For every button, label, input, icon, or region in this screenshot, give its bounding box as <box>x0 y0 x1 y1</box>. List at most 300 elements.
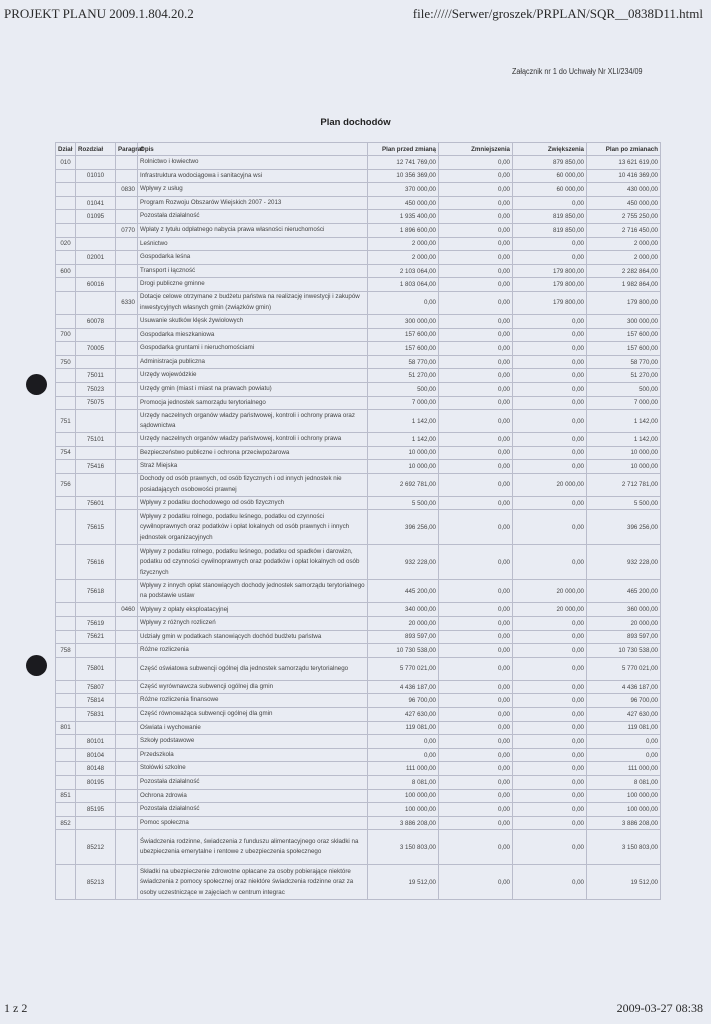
cell-zmniejszenia: 0,00 <box>439 708 513 722</box>
cell-opis: Urzędy gmin (miast i miast na prawach powiatu) <box>138 382 368 396</box>
table-row <box>56 816 661 830</box>
cell-zwiekszenia: 179 800,00 <box>513 278 587 292</box>
cell-plan-przed: 10 730 538,00 <box>368 644 439 658</box>
cell-zmniejszenia: 0,00 <box>439 803 513 817</box>
table-row <box>56 196 661 210</box>
table-row <box>56 510 661 545</box>
cell-paragraf <box>116 251 138 265</box>
cell-opis: Różne rozliczenia finansowe <box>138 694 368 708</box>
cell-zwiekszenia: 0,00 <box>513 735 587 749</box>
cell-zwiekszenia: 0,00 <box>513 748 587 762</box>
cell-zmniejszenia: 0,00 <box>439 314 513 328</box>
cell-plan-po: 396 256,00 <box>587 510 661 545</box>
cell-zmniejszenia: 0,00 <box>439 223 513 237</box>
cell-dzial <box>56 496 76 510</box>
cell-plan-przed: 5 500,00 <box>368 496 439 510</box>
cell-zmniejszenia: 0,00 <box>439 603 513 617</box>
cell-zmniejszenia: 0,00 <box>439 680 513 694</box>
cell-plan-przed: 10 356 369,00 <box>368 169 439 183</box>
cell-dzial <box>56 196 76 210</box>
cell-zwiekszenia: 0,00 <box>513 237 587 251</box>
cell-opis: Część równoważąca subwencji ogólnej dla gmin <box>138 708 368 722</box>
cell-paragraf <box>116 694 138 708</box>
print-header-url: file://///Serwer/groszek/PRPLAN/SQR__0838D11.html <box>412 6 703 21</box>
cell-plan-po: 20 000,00 <box>587 617 661 631</box>
table-row <box>56 251 661 265</box>
cell-plan-przed: 58 770,00 <box>368 355 439 369</box>
cell-zmniejszenia: 0,00 <box>439 169 513 183</box>
cell-opis: Program Rozwoju Obszarów Wiejskich 2007 - 2013 <box>138 196 368 210</box>
cell-plan-przed: 370 000,00 <box>368 183 439 197</box>
cell-dzial <box>56 369 76 383</box>
cell-dzial <box>56 396 76 410</box>
cell-dzial <box>56 278 76 292</box>
cell-plan-przed: 7 000,00 <box>368 396 439 410</box>
cell-paragraf: 0460 <box>116 603 138 617</box>
cell-opis: Urzędy naczelnych organów władzy państwowej, kontroli i ochrony prawa <box>138 433 368 447</box>
cell-zwiekszenia: 0,00 <box>513 708 587 722</box>
table-row <box>56 748 661 762</box>
cell-dzial <box>56 708 76 722</box>
cell-zwiekszenia: 0,00 <box>513 617 587 631</box>
cell-paragraf <box>116 169 138 183</box>
cell-rozdzial: 01095 <box>76 210 116 224</box>
cell-paragraf <box>116 433 138 447</box>
table-row <box>56 210 661 224</box>
cell-plan-przed: 111 000,00 <box>368 762 439 776</box>
cell-plan-po: 465 200,00 <box>587 580 661 603</box>
cell-rozdzial: 75814 <box>76 694 116 708</box>
cell-plan-po: 893 597,00 <box>587 630 661 644</box>
cell-dzial <box>56 183 76 197</box>
cell-opis: Transport i łączność <box>138 264 368 278</box>
cell-plan-po: 13 621 619,00 <box>587 156 661 170</box>
cell-paragraf: 6330 <box>116 291 138 314</box>
cell-paragraf <box>116 196 138 210</box>
cell-zwiekszenia: 0,00 <box>513 328 587 342</box>
punch-hole-top <box>26 374 47 395</box>
cell-opis: Pozostała działalność <box>138 803 368 817</box>
cell-paragraf <box>116 644 138 658</box>
cell-zwiekszenia: 0,00 <box>513 510 587 545</box>
cell-rozdzial: 70005 <box>76 342 116 356</box>
cell-plan-po: 3 886 208,00 <box>587 816 661 830</box>
cell-rozdzial: 60016 <box>76 278 116 292</box>
cell-dzial <box>56 680 76 694</box>
cell-opis: Pozostała działalność <box>138 210 368 224</box>
table-row <box>56 291 661 314</box>
cell-plan-przed: 3 150 803,00 <box>368 830 439 865</box>
table-row <box>56 396 661 410</box>
cell-plan-przed: 1 142,00 <box>368 433 439 447</box>
cell-plan-po: 10 730 538,00 <box>587 644 661 658</box>
cell-paragraf <box>116 617 138 631</box>
table-row <box>56 617 661 631</box>
col-header-paragraf: Paragraf <box>116 143 138 156</box>
cell-opis: Promocja jednostek samorządu terytorialnego <box>138 396 368 410</box>
cell-plan-po: 119 081,00 <box>587 721 661 735</box>
cell-zmniejszenia: 0,00 <box>439 251 513 265</box>
cell-zwiekszenia: 0,00 <box>513 496 587 510</box>
cell-zwiekszenia: 0,00 <box>513 382 587 396</box>
cell-plan-po: 1 982 864,00 <box>587 278 661 292</box>
cell-plan-przed: 12 741 769,00 <box>368 156 439 170</box>
cell-rozdzial <box>76 816 116 830</box>
cell-plan-przed: 51 270,00 <box>368 369 439 383</box>
cell-zwiekszenia: 179 800,00 <box>513 291 587 314</box>
cell-rozdzial <box>76 721 116 735</box>
cell-dzial: 700 <box>56 328 76 342</box>
cell-paragraf <box>116 721 138 735</box>
cell-plan-przed: 119 081,00 <box>368 721 439 735</box>
cell-rozdzial: 75075 <box>76 396 116 410</box>
cell-plan-po: 51 270,00 <box>587 369 661 383</box>
cell-plan-przed: 100 000,00 <box>368 789 439 803</box>
cell-zwiekszenia: 0,00 <box>513 369 587 383</box>
table-row <box>56 789 661 803</box>
table-row <box>56 735 661 749</box>
cell-zmniejszenia: 0,00 <box>439 183 513 197</box>
cell-plan-po: 360 000,00 <box>587 603 661 617</box>
cell-dzial: 852 <box>56 816 76 830</box>
cell-paragraf <box>116 355 138 369</box>
cell-plan-przed: 10 000,00 <box>368 460 439 474</box>
cell-plan-po: 2 716 450,00 <box>587 223 661 237</box>
cell-paragraf <box>116 496 138 510</box>
cell-paragraf <box>116 473 138 496</box>
cell-zwiekszenia: 0,00 <box>513 433 587 447</box>
cell-zwiekszenia: 0,00 <box>513 342 587 356</box>
cell-rozdzial: 75615 <box>76 510 116 545</box>
cell-zwiekszenia: 0,00 <box>513 803 587 817</box>
cell-rozdzial <box>76 603 116 617</box>
table-row <box>56 223 661 237</box>
cell-zmniejszenia: 0,00 <box>439 545 513 580</box>
table-row <box>56 496 661 510</box>
cell-plan-przed: 445 200,00 <box>368 580 439 603</box>
cell-zwiekszenia: 0,00 <box>513 196 587 210</box>
cell-plan-po: 4 436 187,00 <box>587 680 661 694</box>
table-header-row <box>56 143 661 156</box>
page-title: Plan dochodów <box>320 117 391 128</box>
cell-zmniejszenia: 0,00 <box>439 433 513 447</box>
cell-zmniejszenia: 0,00 <box>439 446 513 460</box>
income-plan-table <box>55 142 661 900</box>
cell-zmniejszenia: 0,00 <box>439 156 513 170</box>
cell-zmniejszenia: 0,00 <box>439 721 513 735</box>
cell-plan-po: 179 800,00 <box>587 291 661 314</box>
cell-opis: Składki na ubezpieczenie zdrowotne opłacane za osoby pobierające niektóre świadczenia z pomocy społecznej oraz niektóre świadczenia rodzinne oraz za osoby uczestniczące w zajęciach w centrum integrac <box>138 865 368 900</box>
cell-rozdzial: 85212 <box>76 830 116 865</box>
cell-dzial <box>56 433 76 447</box>
cell-dzial <box>56 803 76 817</box>
cell-paragraf <box>116 342 138 356</box>
cell-rozdzial <box>76 223 116 237</box>
cell-opis: Dochody od osób prawnych, od osób fizycznych i od innych jednostek nie posiadających osobowości prawnej <box>138 473 368 496</box>
cell-plan-po: 7 000,00 <box>587 396 661 410</box>
cell-rozdzial: 75023 <box>76 382 116 396</box>
cell-plan-po: 300 000,00 <box>587 314 661 328</box>
cell-opis: Część oświatowa subwencji ogólnej dla jednostek samorządu terytorialnego <box>138 657 368 680</box>
cell-plan-przed: 1 896 600,00 <box>368 223 439 237</box>
cell-zmniejszenia: 0,00 <box>439 865 513 900</box>
cell-dzial <box>56 314 76 328</box>
cell-plan-po: 5 500,00 <box>587 496 661 510</box>
cell-rozdzial <box>76 237 116 251</box>
cell-dzial: 010 <box>56 156 76 170</box>
cell-plan-po: 10 000,00 <box>587 460 661 474</box>
cell-plan-przed: 10 000,00 <box>368 446 439 460</box>
cell-paragraf <box>116 748 138 762</box>
cell-zwiekszenia: 0,00 <box>513 816 587 830</box>
cell-zmniejszenia: 0,00 <box>439 369 513 383</box>
table-row <box>56 156 661 170</box>
cell-paragraf <box>116 789 138 803</box>
cell-zwiekszenia: 0,00 <box>513 410 587 433</box>
cell-rozdzial: 75619 <box>76 617 116 631</box>
cell-paragraf <box>116 816 138 830</box>
cell-plan-po: 58 770,00 <box>587 355 661 369</box>
cell-plan-po: 5 770 021,00 <box>587 657 661 680</box>
cell-rozdzial: 01010 <box>76 169 116 183</box>
table-row <box>56 169 661 183</box>
cell-plan-przed: 1 142,00 <box>368 410 439 433</box>
table-row <box>56 657 661 680</box>
table-row <box>56 355 661 369</box>
cell-plan-przed: 932 228,00 <box>368 545 439 580</box>
cell-plan-przed: 2 000,00 <box>368 251 439 265</box>
cell-zmniejszenia: 0,00 <box>439 382 513 396</box>
cell-dzial <box>56 735 76 749</box>
cell-opis: Leśnictwo <box>138 237 368 251</box>
cell-rozdzial: 85195 <box>76 803 116 817</box>
cell-zmniejszenia: 0,00 <box>439 473 513 496</box>
cell-zmniejszenia: 0,00 <box>439 816 513 830</box>
cell-plan-przed: 100 000,00 <box>368 803 439 817</box>
cell-zwiekszenia: 20 000,00 <box>513 603 587 617</box>
cell-zwiekszenia: 20 000,00 <box>513 473 587 496</box>
cell-plan-przed: 2 000,00 <box>368 237 439 251</box>
cell-zmniejszenia: 0,00 <box>439 237 513 251</box>
cell-zwiekszenia: 0,00 <box>513 657 587 680</box>
cell-opis: Świadczenia rodzinne, świadczenia z funduszu alimentacyjnego oraz składki na ubezpieczenia emerytalne i rentowe z ubezpieczenia społecznego <box>138 830 368 865</box>
cell-opis: Drogi publiczne gminne <box>138 278 368 292</box>
cell-zwiekszenia: 0,00 <box>513 830 587 865</box>
cell-plan-po: 157 600,00 <box>587 328 661 342</box>
cell-paragraf <box>116 680 138 694</box>
cell-plan-po: 2 000,00 <box>587 237 661 251</box>
cell-rozdzial: 75101 <box>76 433 116 447</box>
cell-zwiekszenia: 819 850,00 <box>513 223 587 237</box>
table-row <box>56 314 661 328</box>
cell-zmniejszenia: 0,00 <box>439 762 513 776</box>
cell-plan-po: 2 755 250,00 <box>587 210 661 224</box>
cell-plan-przed: 340 000,00 <box>368 603 439 617</box>
cell-opis: Przedszkola <box>138 748 368 762</box>
cell-opis: Wpłaty z tytułu odpłatnego nabycia prawa własności nieruchomości <box>138 223 368 237</box>
cell-plan-po: 0,00 <box>587 735 661 749</box>
cell-rozdzial: 75807 <box>76 680 116 694</box>
cell-zmniejszenia: 0,00 <box>439 396 513 410</box>
cell-plan-przed: 20 000,00 <box>368 617 439 631</box>
col-header-rozdzial: Rozdział <box>76 143 116 156</box>
cell-opis: Oświata i wychowanie <box>138 721 368 735</box>
table-row <box>56 446 661 460</box>
cell-plan-przed: 500,00 <box>368 382 439 396</box>
cell-plan-po: 2 712 781,00 <box>587 473 661 496</box>
cell-opis: Administracja publiczna <box>138 355 368 369</box>
cell-rozdzial: 80195 <box>76 776 116 790</box>
cell-zwiekszenia: 0,00 <box>513 396 587 410</box>
cell-paragraf <box>116 865 138 900</box>
cell-rozdzial: 75831 <box>76 708 116 722</box>
cell-zwiekszenia: 60 000,00 <box>513 183 587 197</box>
table-row <box>56 382 661 396</box>
cell-plan-przed: 427 630,00 <box>368 708 439 722</box>
cell-plan-przed: 2 692 781,00 <box>368 473 439 496</box>
table-row <box>56 630 661 644</box>
cell-plan-po: 450 000,00 <box>587 196 661 210</box>
cell-dzial <box>56 657 76 680</box>
cell-paragraf <box>116 369 138 383</box>
table-row <box>56 473 661 496</box>
cell-plan-po: 157 600,00 <box>587 342 661 356</box>
cell-opis: Bezpieczeństwo publiczne i ochrona przeciwpożarowa <box>138 446 368 460</box>
cell-paragraf <box>116 545 138 580</box>
cell-opis: Dotacje celowe otrzymane z budżetu państwa na realizację inwestycji i zakupów inwestycyjnych własnych gmin (związków gmin) <box>138 291 368 314</box>
cell-plan-przed: 893 597,00 <box>368 630 439 644</box>
table-row <box>56 410 661 433</box>
cell-paragraf <box>116 630 138 644</box>
cell-opis: Straż Miejska <box>138 460 368 474</box>
cell-zmniejszenia: 0,00 <box>439 196 513 210</box>
table-row <box>56 278 661 292</box>
cell-opis: Urzędy wojewódzkie <box>138 369 368 383</box>
cell-dzial: 750 <box>56 355 76 369</box>
annex-label: Załącznik nr 1 do Uchwały Nr XLI/234/09 <box>512 67 643 76</box>
table-row <box>56 776 661 790</box>
cell-zwiekszenia: 0,00 <box>513 789 587 803</box>
cell-opis: Wpływy z podatku rolnego, podatku leśnego, podatku od czynności cywilnoprawnych oraz podatków i opłat lokalnych od osób prawnych i innych jednostek organizacyjnych <box>138 510 368 545</box>
table-row <box>56 183 661 197</box>
cell-dzial: 600 <box>56 264 76 278</box>
cell-zmniejszenia: 0,00 <box>439 580 513 603</box>
cell-rozdzial <box>76 183 116 197</box>
cell-plan-po: 2 000,00 <box>587 251 661 265</box>
cell-zmniejszenia: 0,00 <box>439 735 513 749</box>
cell-plan-po: 10 416 369,00 <box>587 169 661 183</box>
cell-rozdzial: 02001 <box>76 251 116 265</box>
cell-dzial: 758 <box>56 644 76 658</box>
cell-dzial <box>56 617 76 631</box>
table-row <box>56 694 661 708</box>
cell-zwiekszenia: 0,00 <box>513 865 587 900</box>
col-header-plan-po: Plan po zmianach <box>587 143 661 156</box>
cell-rozdzial <box>76 644 116 658</box>
cell-zmniejszenia: 0,00 <box>439 355 513 369</box>
print-header-title: PROJEKT PLANU 2009.1.804.20.2 <box>4 6 194 21</box>
cell-rozdzial <box>76 410 116 433</box>
cell-dzial: 751 <box>56 410 76 433</box>
cell-dzial <box>56 580 76 603</box>
cell-opis: Różne rozliczenia <box>138 644 368 658</box>
cell-paragraf <box>116 510 138 545</box>
cell-rozdzial <box>76 473 116 496</box>
cell-dzial <box>56 748 76 762</box>
cell-paragraf: 0770 <box>116 223 138 237</box>
cell-plan-po: 427 630,00 <box>587 708 661 722</box>
cell-paragraf: 0830 <box>116 183 138 197</box>
cell-rozdzial <box>76 328 116 342</box>
print-timestamp: 2009-03-27 08:38 <box>616 1001 703 1015</box>
cell-paragraf <box>116 735 138 749</box>
cell-zmniejszenia: 0,00 <box>439 460 513 474</box>
cell-plan-po: 19 512,00 <box>587 865 661 900</box>
cell-plan-po: 100 000,00 <box>587 789 661 803</box>
cell-opis: Wpływy z opłaty eksploatacyjnej <box>138 603 368 617</box>
table-row <box>56 369 661 383</box>
cell-plan-przed: 3 886 208,00 <box>368 816 439 830</box>
cell-zmniejszenia: 0,00 <box>439 830 513 865</box>
cell-dzial: 754 <box>56 446 76 460</box>
cell-zmniejszenia: 0,00 <box>439 328 513 342</box>
cell-opis: Wpływy z innych opłat stanowiących dochody jednostek samorządu terytorialnego na podstawie ustaw <box>138 580 368 603</box>
cell-plan-przed: 96 700,00 <box>368 694 439 708</box>
cell-dzial <box>56 603 76 617</box>
cell-dzial <box>56 776 76 790</box>
cell-opis: Część wyrównawcza subwencji ogólnej dla gmin <box>138 680 368 694</box>
cell-plan-przed: 5 770 021,00 <box>368 657 439 680</box>
cell-opis: Wpływy z usług <box>138 183 368 197</box>
table-row <box>56 342 661 356</box>
cell-plan-po: 932 228,00 <box>587 545 661 580</box>
cell-zwiekszenia: 0,00 <box>513 251 587 265</box>
cell-dzial <box>56 169 76 183</box>
cell-rozdzial <box>76 156 116 170</box>
cell-dzial: 801 <box>56 721 76 735</box>
cell-paragraf <box>116 210 138 224</box>
cell-dzial <box>56 762 76 776</box>
cell-opis: Pomoc społeczna <box>138 816 368 830</box>
cell-rozdzial <box>76 291 116 314</box>
cell-paragraf <box>116 396 138 410</box>
cell-rozdzial: 75618 <box>76 580 116 603</box>
cell-paragraf <box>116 156 138 170</box>
cell-plan-po: 2 282 864,00 <box>587 264 661 278</box>
cell-dzial <box>56 545 76 580</box>
table-row <box>56 545 661 580</box>
cell-zwiekszenia: 0,00 <box>513 762 587 776</box>
cell-zmniejszenia: 0,00 <box>439 644 513 658</box>
cell-rozdzial: 75801 <box>76 657 116 680</box>
cell-plan-po: 1 142,00 <box>587 433 661 447</box>
cell-zmniejszenia: 0,00 <box>439 748 513 762</box>
cell-zmniejszenia: 0,00 <box>439 789 513 803</box>
table-body <box>56 156 661 900</box>
cell-paragraf <box>116 410 138 433</box>
table-row <box>56 264 661 278</box>
cell-plan-przed: 1 803 064,00 <box>368 278 439 292</box>
cell-dzial <box>56 830 76 865</box>
table-row <box>56 762 661 776</box>
cell-zwiekszenia: 20 000,00 <box>513 580 587 603</box>
cell-dzial <box>56 694 76 708</box>
cell-plan-po: 8 081,00 <box>587 776 661 790</box>
cell-paragraf <box>116 328 138 342</box>
cell-rozdzial: 60078 <box>76 314 116 328</box>
cell-plan-przed: 4 436 187,00 <box>368 680 439 694</box>
cell-paragraf <box>116 460 138 474</box>
